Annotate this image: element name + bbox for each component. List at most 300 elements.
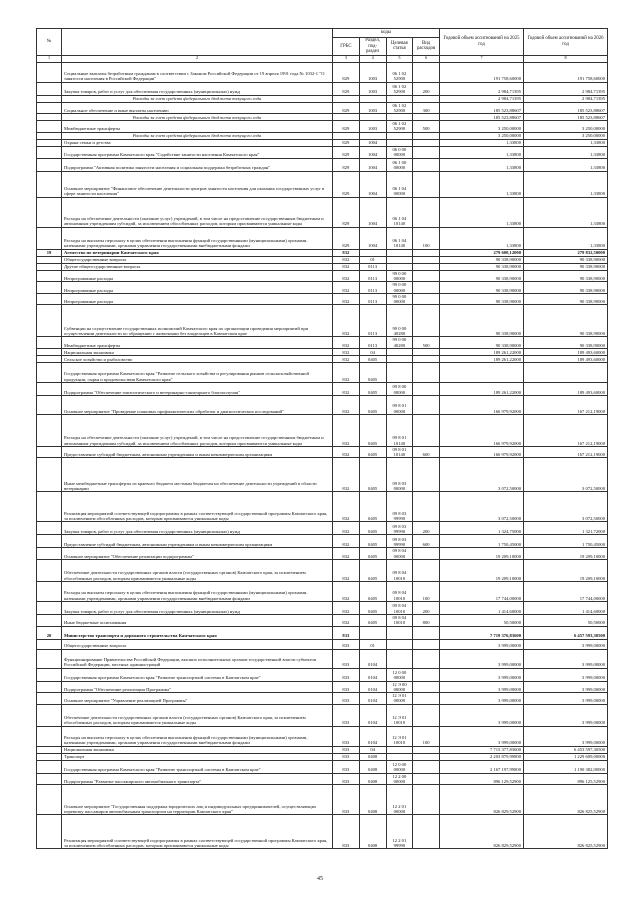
row-number (37, 382, 62, 395)
table-row (37, 82, 608, 95)
row-section: 0113 (359, 293, 386, 305)
row-number (37, 293, 62, 305)
table-row (37, 348, 608, 355)
table-row (37, 639, 608, 649)
row-section: 0405 (359, 492, 386, 522)
row-section: 0405 (359, 615, 386, 627)
table-row (37, 626, 608, 639)
row-expense-type (413, 382, 440, 395)
row-number (37, 121, 62, 133)
row-amount-2026: 19 209,10000 (524, 560, 608, 582)
row-number (37, 726, 62, 746)
row-section: 01 (359, 256, 386, 263)
row-amount-2025: 185 523,88607 (440, 114, 524, 121)
row-amount-2026: 3 999,00000 (524, 639, 608, 649)
row-section (359, 626, 386, 639)
row-amount-2025: 191 758,60000 (440, 62, 524, 82)
column-number: 2 (62, 55, 333, 62)
row-amount-2026: 189 493,60000 (524, 355, 608, 362)
row-grbs: 832 (333, 305, 360, 337)
row-expense-type (413, 263, 440, 270)
row-number (37, 362, 62, 382)
row-expense-type (413, 704, 440, 726)
row-section: 04 (359, 348, 386, 355)
row-amount-2026: 3 250,00000 (524, 121, 608, 133)
table-row (37, 602, 608, 615)
row-number (37, 773, 62, 785)
table-row (37, 197, 608, 227)
row-section: 1004 (359, 227, 386, 249)
row-target (386, 132, 413, 139)
row-amount-2025: 826 829,52900 (440, 815, 524, 849)
row-note: Расходы за счет средств федерального бюджета текущего года (62, 114, 333, 121)
row-section: 01 (359, 639, 386, 649)
column-number: 3 (333, 55, 360, 62)
row-target: 09 8 04 00000 (386, 548, 413, 560)
row-amount-2026: 3 999,00000 (524, 668, 608, 681)
row-section: 0104 (359, 649, 386, 668)
row-name: Государственная программа Камчатского края "Содействие занятости населения Камчатского края" (62, 146, 333, 158)
row-number (37, 270, 62, 282)
row-expense-type (413, 693, 440, 705)
row-amount-2026: 1 321,72000 (524, 522, 608, 535)
row-grbs: 832 (333, 582, 360, 602)
row-name: Межбюджетные трансферты (62, 121, 333, 133)
row-target: 12 2 00 00000 (386, 773, 413, 785)
header-year-2026: Годовой объем ассигнований на 2026 год (524, 29, 608, 56)
row-grbs: 832 (333, 270, 360, 282)
row-amount-2026: 1,33800 (524, 171, 608, 197)
row-name: Реализация мероприятий соответствующей подпрограммы в рамках соответствующей государственной программы Камчатского края, за исключением обособленных расходов, которым присваиваются уникальные коды (62, 492, 333, 522)
row-expense-type (413, 492, 440, 522)
row-name: Закупка товаров, работ и услуг для обеспечения государственных (муниципальных) нужд (62, 82, 333, 95)
row-section (359, 132, 386, 139)
row-name: Государственная программа Камчатского края "Развитие транспортной системы в Камчатском крае" (62, 668, 333, 681)
row-amount-2026: 1 414,60000 (524, 602, 608, 615)
table-row (37, 305, 608, 337)
table-row (37, 785, 608, 815)
row-number (37, 102, 62, 114)
row-amount-2026: 1,33800 (524, 227, 608, 249)
row-section: 1003 (359, 82, 386, 95)
row-grbs: 833 (333, 815, 360, 849)
row-amount-2025: 3 250,00000 (440, 121, 524, 133)
row-amount-2026: 3 250,00000 (524, 132, 608, 139)
row-target: 06 1 00 00000 (386, 158, 413, 171)
row-name: Непрограммные расходы (62, 293, 333, 305)
funding-note-row (37, 114, 608, 121)
row-target: 12 Э 01 10010 (386, 704, 413, 726)
row-number (37, 492, 62, 522)
row-amount-2026: 90 338,90000 (524, 305, 608, 337)
row-section (359, 249, 386, 256)
row-grbs: 832 (333, 560, 360, 582)
row-amount-2026: 167 212,19000 (524, 446, 608, 458)
table-row (37, 256, 608, 263)
row-grbs: 832 (333, 337, 360, 349)
row-grbs (333, 114, 360, 121)
row-target: 99 0 00 00000 (386, 270, 413, 282)
row-number (37, 704, 62, 726)
row-amount-2026: 17 744,00000 (524, 582, 608, 602)
row-grbs: 829 (333, 197, 360, 227)
row-target (386, 753, 413, 760)
row-amount-2025: 3 999,00000 (440, 668, 524, 681)
row-grbs: 833 (333, 746, 360, 753)
table-row (37, 535, 608, 548)
table-row (37, 249, 608, 256)
column-number: 1 (37, 55, 62, 62)
row-amount-2026: 3 999,00000 (524, 681, 608, 693)
row-target: 99 0 00 40280 (386, 305, 413, 337)
row-section: 1003 (359, 62, 386, 82)
table-row (37, 615, 608, 627)
row-amount-2025: 90 338,90000 (440, 305, 524, 337)
row-expense-type (413, 62, 440, 82)
row-amount-2025 (440, 362, 524, 382)
row-amount-2026: 1,33800 (524, 197, 608, 227)
row-name: Межбюджетные трансферты (62, 337, 333, 349)
row-name: Подпрограмма "Активная политика занятости населения и социальная поддержка безработных граждан" (62, 158, 333, 171)
row-amount-2025: 17 744,00000 (440, 582, 524, 602)
row-amount-2025: 7 715 377,83600 (440, 746, 524, 753)
table-row (37, 726, 608, 746)
row-name: Основное мероприятие "Государственная поддержка юридических лиц и индивидуальных предпринимателей, осуществляющих перевозку пассажиров автомобильным транспортом на территории Камчатского края" (62, 785, 333, 815)
row-grbs: 829 (333, 139, 360, 146)
row-name: Основное мероприятие "Управление реализацией Программы" (62, 693, 333, 705)
row-name: Иные бюджетные ассигнования (62, 615, 333, 627)
row-section: 0113 (359, 263, 386, 270)
row-amount-2026: 19 209,10000 (524, 548, 608, 560)
row-target: 12 Э 00 00000 (386, 681, 413, 693)
table-row (37, 704, 608, 726)
header-codes: коды (333, 29, 440, 38)
row-amount-2025: 1,33800 (440, 158, 524, 171)
row-amount-2025: 1,33800 (440, 171, 524, 197)
row-amount-2026: 3 999,00000 (524, 726, 608, 746)
row-number (37, 746, 62, 753)
row-number (37, 615, 62, 627)
row-number (37, 197, 62, 227)
row-number (37, 639, 62, 649)
row-amount-2026: 90 338,90000 (524, 282, 608, 294)
row-amount-2025: 3 999,00000 (440, 681, 524, 693)
row-amount-2025: 166 979,92000 (440, 395, 524, 414)
table-row (37, 382, 608, 395)
row-grbs: 832 (333, 263, 360, 270)
row-expense-type (413, 348, 440, 355)
row-name: Основное мероприятие "Обеспечение реализации подпрограммы" (62, 548, 333, 560)
row-target: 09 8 04 10010 (386, 615, 413, 627)
table-row (37, 681, 608, 693)
row-name: Субвенции на осуществление государственных полномочий Камчатского края по организации проведения мероприятий при осуществлении деятельности по обращению с животными без владельцев в Камчатском крае (62, 305, 333, 337)
table-row (37, 62, 608, 82)
row-target: 06 1 04 00000 (386, 171, 413, 197)
row-section: 1004 (359, 139, 386, 146)
table-header (37, 29, 608, 63)
table-row (37, 263, 608, 270)
row-amount-2025: 166 979,92000 (440, 446, 524, 458)
row-grbs: 833 (333, 668, 360, 681)
row-target: 12 Э 01 00000 (386, 693, 413, 705)
row-amount-2025: 189 261,22000 (440, 348, 524, 355)
header-expense-type: Вид расходов (413, 38, 440, 56)
row-amount-2025: 90 338,90000 (440, 282, 524, 294)
row-amount-2025: 2 984,71395 (440, 95, 524, 102)
row-number (37, 348, 62, 355)
row-name: Предоставление субсидий бюджетным, автономным учреждениям и иным некоммерческим организациям (62, 535, 333, 548)
row-target: 12 2 01 00000 (386, 785, 413, 815)
row-amount-2025: 90 338,90000 (440, 337, 524, 349)
row-amount-2026: 90 338,90000 (524, 337, 608, 349)
row-number (37, 171, 62, 197)
row-number (37, 760, 62, 773)
column-number: 6 (413, 55, 440, 62)
table-row (37, 355, 608, 362)
row-amount-2026: 191 758,60000 (524, 62, 608, 82)
row-name: Другие общегосударственные вопросы (62, 263, 333, 270)
row-name: Агентство по ветеринарии Камчатского края (62, 249, 333, 256)
header-name (62, 29, 333, 56)
row-expense-type (413, 548, 440, 560)
table-row (37, 102, 608, 114)
row-expense-type (413, 305, 440, 337)
row-grbs: 832 (333, 293, 360, 305)
header-section: Раздел, под-раздел (359, 38, 386, 56)
row-grbs: 832 (333, 362, 360, 382)
row-amount-2026: 185 523,88607 (524, 114, 608, 121)
row-expense-type (413, 773, 440, 785)
row-number (37, 395, 62, 414)
row-number (37, 114, 62, 121)
row-expense-type (413, 753, 440, 760)
row-grbs: 833 (333, 773, 360, 785)
row-name: Расходы на обеспечение деятельности (оказание услуг) учреждений, в том числе на предоставление государственным бюджетным и автономным учреждениям субсидий, за исключением обособленных расходов, которым присваиваются уникальные коды (62, 197, 333, 227)
row-number (37, 132, 62, 139)
row-amount-2026 (524, 362, 608, 382)
row-target: 06 0 00 00000 (386, 146, 413, 158)
row-amount-2026: 279 832,50000 (524, 249, 608, 256)
row-target (386, 355, 413, 362)
row-expense-type (413, 282, 440, 294)
row-number (37, 785, 62, 815)
row-expense-type: 200 (413, 602, 440, 615)
table-body (37, 62, 608, 849)
row-target (386, 249, 413, 256)
row-amount-2025: 3 072,50000 (440, 458, 524, 492)
row-target (386, 362, 413, 382)
table-row (37, 753, 608, 760)
row-expense-type: 200 (413, 82, 440, 95)
row-amount-2026: 90 338,90000 (524, 270, 608, 282)
row-section: 0408 (359, 773, 386, 785)
row-section: 0405 (359, 446, 386, 458)
row-name: Подпрограмма "Развитие пассажирского автомобильного транспорта" (62, 773, 333, 785)
row-amount-2025: 19 209,10000 (440, 560, 524, 582)
row-grbs: 832 (333, 414, 360, 446)
row-target (386, 263, 413, 270)
row-grbs: 832 (333, 348, 360, 355)
table-row (37, 171, 608, 197)
row-name: Реализация мероприятий соответствующей подпрограммы в рамках соответствующей государственной программы Камчатского края, за исключением обособленных расходов, которым присваиваются уникальные коды (62, 815, 333, 849)
row-target: 99 0 00 00000 (386, 282, 413, 294)
row-name: Министерство транспорта и дорожного строительства Камчатского края (62, 626, 333, 639)
row-amount-2025: 3 999,00000 (440, 693, 524, 705)
row-grbs: 832 (333, 382, 360, 395)
table-row (37, 158, 608, 171)
row-name: Государственная программа Камчатского края "Развитие транспортной системы в Камчатском крае" (62, 760, 333, 773)
row-number (37, 522, 62, 535)
row-amount-2025: 189 261,22000 (440, 382, 524, 395)
row-amount-2025: 3 999,00000 (440, 704, 524, 726)
row-number (37, 582, 62, 602)
table-row (37, 446, 608, 458)
row-section: 0405 (359, 395, 386, 414)
row-target (386, 639, 413, 649)
row-section: 0113 (359, 270, 386, 282)
row-amount-2026: 2 984,71395 (524, 95, 608, 102)
row-amount-2026: 3 072,50000 (524, 458, 608, 492)
row-amount-2025: 3 250,00000 (440, 132, 524, 139)
row-amount-2025: 3 999,00000 (440, 726, 524, 746)
row-expense-type (413, 746, 440, 753)
row-amount-2025: 1 324,75000 (440, 522, 524, 535)
row-target: 12 0 00 00000 (386, 760, 413, 773)
row-number (37, 414, 62, 446)
row-section: 1003 (359, 102, 386, 114)
row-number: 20 (37, 626, 62, 639)
row-name: Расходы на обеспечение деятельности (оказание услуг) учреждений, в том числе на предоставление государственным бюджетным и автономным учреждениям субсидий, за исключением обособленных расходов, которым присваиваются уникальные коды (62, 414, 333, 446)
row-amount-2026: 2 984,71395 (524, 82, 608, 95)
row-expense-type (413, 760, 440, 773)
row-amount-2025: 3 072,50000 (440, 492, 524, 522)
row-grbs: 832 (333, 395, 360, 414)
column-number: 7 (440, 55, 524, 62)
row-name: Основное мероприятие "Финансовое обеспечение деятельности центров занятости населения для оказания государственных услуг в сфере занятости населения" (62, 171, 333, 197)
row-number (37, 602, 62, 615)
row-section (359, 95, 386, 102)
table-row (37, 337, 608, 349)
row-amount-2026: 189 493,60000 (524, 382, 608, 395)
row-grbs: 829 (333, 121, 360, 133)
row-amount-2026: 167 212,19000 (524, 414, 608, 446)
row-expense-type: 200 (413, 522, 440, 535)
header-grbs: ГРБС (333, 38, 360, 56)
row-note: Расходы за счет средств федерального бюджета текущего года (62, 95, 333, 102)
row-amount-2026: 3 999,00000 (524, 693, 608, 705)
row-section: 1004 (359, 197, 386, 227)
row-expense-type (413, 395, 440, 414)
row-amount-2026: 826 825,52900 (524, 785, 608, 815)
row-amount-2026: 3 999,00000 (524, 649, 608, 668)
row-number (37, 146, 62, 158)
row-name: Транспорт (62, 753, 333, 760)
column-numbers-row (37, 55, 608, 62)
row-amount-2025: 826 829,52900 (440, 785, 524, 815)
row-section: 0405 (359, 362, 386, 382)
row-target: 06 1 02 52900 (386, 62, 413, 82)
row-expense-type (413, 197, 440, 227)
table-row (37, 760, 608, 773)
row-number (37, 753, 62, 760)
row-amount-2026: 90 338,90000 (524, 263, 608, 270)
row-name: Обеспечение деятельности государственных органов власти (государственных органов) Камчатского края, за исключением обособленных расходов, которым присваиваются уникальные коды (62, 704, 333, 726)
row-grbs: 833 (333, 681, 360, 693)
row-expense-type: 800 (413, 615, 440, 627)
row-grbs: 833 (333, 626, 360, 639)
row-target: 09 8 01 10140 (386, 414, 413, 446)
row-section: 04 (359, 746, 386, 753)
row-target (386, 649, 413, 668)
row-section: 1003 (359, 121, 386, 133)
row-section: 0113 (359, 282, 386, 294)
row-target: 09 8 01 10140 (386, 446, 413, 458)
row-expense-type: 100 (413, 726, 440, 746)
row-name: Расходы на выплаты персоналу в целях обеспечения выполнения функций государственными (муниципальными) органами, казенными учреждениями, органами управления государственными внебюджетными фондами (62, 582, 333, 602)
row-number (37, 305, 62, 337)
row-section: 0405 (359, 522, 386, 535)
row-grbs: 833 (333, 760, 360, 773)
row-expense-type: 500 (413, 121, 440, 133)
row-amount-2025: 90 338,90000 (440, 263, 524, 270)
row-target: 09 8 03 99990 (386, 535, 413, 548)
row-name: Закупка товаров, работ и услуг для обеспечения государственных (муниципальных) нужд (62, 522, 333, 535)
header-year-2025: Годовой объем ассигнований на 2025 год (440, 29, 524, 56)
row-amount-2025: 279 600,12000 (440, 249, 524, 256)
row-number (37, 535, 62, 548)
table-row (37, 548, 608, 560)
row-expense-type: 100 (413, 227, 440, 249)
row-name: Основное мероприятие "Проведение плановых профилактических обработок и диагностических исследований" (62, 395, 333, 414)
row-name: Подпрограмма "Обеспечение эпизоотического и ветеринарно-санитарного благополучия" (62, 382, 333, 395)
budget-table (36, 28, 608, 849)
table-row (37, 395, 608, 414)
row-amount-2025: 166 979,92000 (440, 414, 524, 446)
row-target: 09 8 04 10010 (386, 582, 413, 602)
row-name: Расходы на выплаты персоналу в целях обеспечения выполнения функций государственными (муниципальными) органами, казенными учреждениями, органами управления государственными внебюджетными фондами (62, 726, 333, 746)
row-number (37, 82, 62, 95)
row-amount-2026: 1,33800 (524, 146, 608, 158)
row-grbs: 829 (333, 227, 360, 249)
row-target: 12 0 00 00000 (386, 668, 413, 681)
row-number (37, 560, 62, 582)
row-name: Предоставление субсидий бюджетным, автономным учреждениям и иным некоммерческим организациям (62, 446, 333, 458)
header-no: № (37, 29, 62, 56)
row-name: Функционирование Правительства Российской Федерации, высших исполнительных органов государственной власти субъектов Российской Федерации, местных администраций (62, 649, 333, 668)
row-section: 0113 (359, 305, 386, 337)
header-target: Целевая статья (386, 38, 413, 56)
row-name: Национальная экономика (62, 746, 333, 753)
row-amount-2026: 3 999,00000 (524, 704, 608, 726)
funding-note-row (37, 132, 608, 139)
table-row (37, 693, 608, 705)
row-grbs: 829 (333, 158, 360, 171)
row-amount-2026: 90 338,90000 (524, 293, 608, 305)
row-number (37, 256, 62, 263)
row-amount-2025: 1 414,60000 (440, 602, 524, 615)
row-expense-type (413, 681, 440, 693)
row-number: 19 (37, 249, 62, 256)
row-name: Общегосударственные вопросы (62, 639, 333, 649)
table-row (37, 414, 608, 446)
row-amount-2025: 2 984,71395 (440, 82, 524, 95)
row-section: 0405 (359, 458, 386, 492)
column-number: 4 (359, 55, 386, 62)
row-amount-2026: 826 825,52900 (524, 815, 608, 849)
row-expense-type: 300 (413, 102, 440, 114)
row-amount-2025: 19 209,10000 (440, 548, 524, 560)
table-row (37, 492, 608, 522)
